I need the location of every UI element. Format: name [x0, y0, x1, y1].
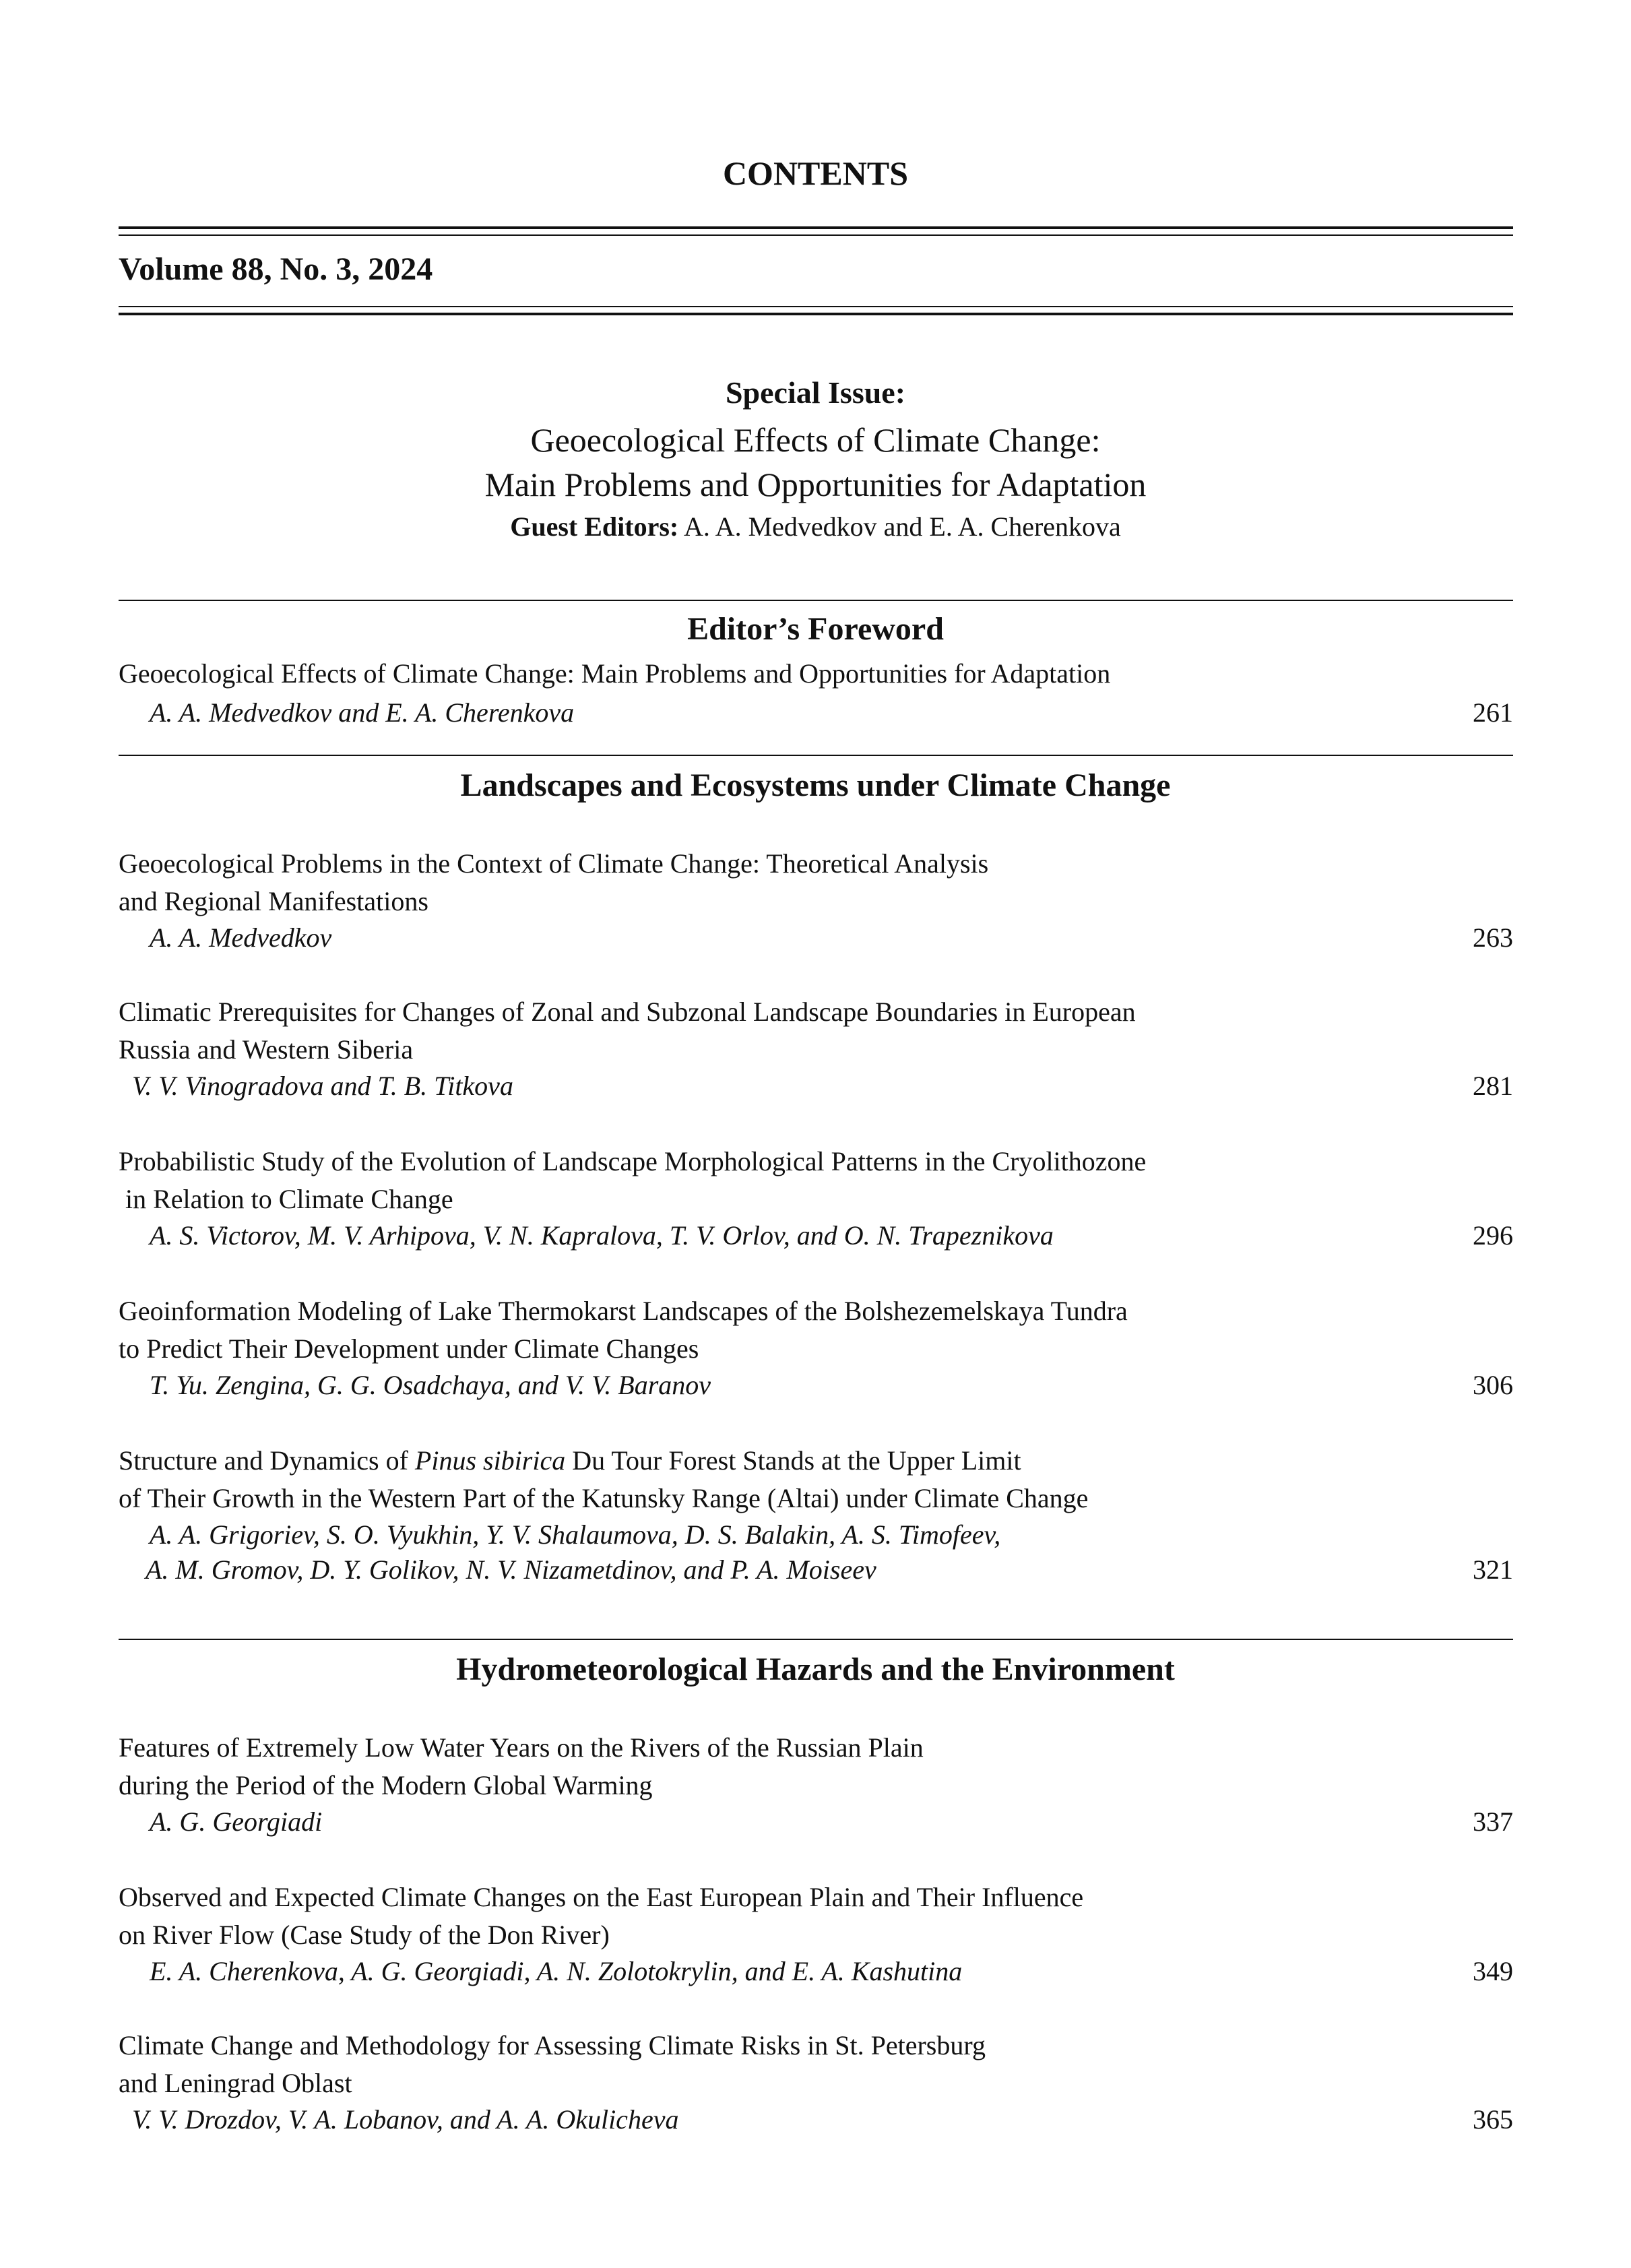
- toc-entry-title-continued[interactable]: and Leningrad Oblast: [119, 2068, 352, 2098]
- toc-entry-title[interactable]: Geoecological Problems in the Context of Climate Change: Theoretical Analysis: [119, 848, 989, 879]
- toc-entry-authors: V. V. Vinogradova and T. B. Titkova: [132, 1071, 513, 1101]
- section-title-landscapes: Landscapes and Ecosystems under Climate Change: [460, 767, 1171, 803]
- toc-entry-page[interactable]: 281: [1473, 1071, 1513, 1101]
- header-rule-bottom-2: [119, 313, 1513, 315]
- toc-entry-title-continued[interactable]: of Their Growth in the Western Part of the Katunsky Range (Altai) under Climate Change: [119, 1483, 1089, 1513]
- toc-entry-title[interactable]: Features of Extremely Low Water Years on the Rivers of the Russian Plain: [119, 1732, 924, 1763]
- toc-entry-title[interactable]: Observed and Expected Climate Changes on the East European Plain and Their Influence: [119, 1882, 1084, 1912]
- toc-entry-page[interactable]: 261: [1473, 697, 1513, 728]
- toc-entry-title-continued[interactable]: in Relation to Climate Change: [119, 1184, 453, 1214]
- toc-entry-title-part: Structure and Dynamics of: [119, 1445, 415, 1476]
- toc-entry-title-continued[interactable]: during the Period of the Modern Global Warming: [119, 1770, 653, 1800]
- toc-entry-title-continued[interactable]: to Predict Their Development under Climate Changes: [119, 1333, 699, 1364]
- toc-entry-authors: A. S. Victorov, M. V. Arhipova, V. N. Kapralova, T. V. Orlov, and O. N. Trapeznikova: [150, 1220, 1054, 1251]
- toc-entry-title[interactable]: [119, 1442, 1021, 1480]
- toc-entry-title-continued[interactable]: on River Flow (Case Study of the Don River): [119, 1920, 610, 1950]
- species-name: Pinus sibirica: [414, 1445, 566, 1476]
- toc-entry-page[interactable]: 296: [1473, 1220, 1513, 1251]
- header-rule-bottom-1: [119, 306, 1513, 307]
- toc-entry-title[interactable]: Geoecological Effects of Climate Change: Main Problems and Opportunities for Adaptation: [119, 658, 1111, 689]
- section-rule: [119, 1639, 1513, 1640]
- section-rule: [119, 755, 1513, 756]
- toc-entry-page[interactable]: 365: [1473, 2104, 1513, 2135]
- header-rule-top-1: [119, 226, 1513, 229]
- section-title-editors-foreword: Editor’s Foreword: [687, 611, 944, 647]
- page-title: CONTENTS: [722, 154, 909, 192]
- guest-editors: [0, 511, 1631, 542]
- toc-entry-title-continued[interactable]: and Regional Manifestations: [119, 886, 428, 916]
- toc-entry-authors: A. A. Medvedkov and E. A. Cherenkova: [150, 697, 575, 728]
- section-title-hydrometeorological: Hydrometeorological Hazards and the Environment: [456, 1651, 1175, 1687]
- toc-entry-title[interactable]: Climate Change and Methodology for Assessing Climate Risks in St. Petersburg: [119, 2030, 986, 2060]
- toc-entry-title[interactable]: Climatic Prerequisites for Changes of Zonal and Subzonal Landscape Boundaries in European: [119, 997, 1136, 1027]
- toc-entry-authors: V. V. Drozdov, V. A. Lobanov, and A. A. Okulicheva: [132, 2104, 679, 2135]
- toc-entry-title-continued[interactable]: Russia and Western Siberia: [119, 1034, 414, 1065]
- section-rule: [119, 600, 1513, 601]
- toc-entry-title[interactable]: Geoinformation Modeling of Lake Thermokarst Landscapes of the Bolshezemelskaya Tundra: [119, 1296, 1128, 1326]
- header-rule-top-2: [119, 234, 1513, 236]
- toc-entry-authors-continued: A. M. Gromov, D. Y. Golikov, N. V. Nizametdinov, and P. A. Moiseev: [146, 1554, 876, 1585]
- toc-entry-authors: A. G. Georgiadi: [150, 1806, 323, 1837]
- guest-editors-names: A. A. Medvedkov and E. A. Cherenkova: [684, 511, 1121, 542]
- toc-entry-page[interactable]: 337: [1473, 1806, 1513, 1837]
- special-issue-title-line-1: Geoecological Effects of Climate Change:: [530, 421, 1101, 459]
- toc-entry-page[interactable]: 263: [1473, 922, 1513, 953]
- toc-entry-title[interactable]: Probabilistic Study of the Evolution of Landscape Morphological Patterns in the Cryolithozone: [119, 1146, 1147, 1176]
- toc-entry-page[interactable]: 321: [1473, 1554, 1513, 1585]
- toc-entry-authors: E. A. Cherenkova, A. G. Georgiadi, A. N. Zolotokrylin, and E. A. Kashutina: [150, 1956, 963, 1986]
- volume-label: Volume 88, No. 3, 2024: [119, 251, 433, 287]
- toc-entry-authors: A. A. Medvedkov: [150, 922, 332, 953]
- toc-entry-page[interactable]: 306: [1473, 1370, 1513, 1400]
- toc-entry-authors: A. A. Grigoriev, S. O. Vyukhin, Y. V. Shalaumova, D. S. Balakin, A. S. Timofeev,: [150, 1519, 1001, 1550]
- special-issue-label: Special Issue:: [725, 375, 906, 410]
- special-issue-title-line-2: Main Problems and Opportunities for Adaptation: [484, 466, 1147, 503]
- toc-entry-title-part: Du Tour Forest Stands at the Upper Limit: [565, 1445, 1021, 1476]
- toc-entry-page[interactable]: 349: [1473, 1956, 1513, 1986]
- toc-entry-authors: T. Yu. Zengina, G. G. Osadchaya, and V. V. Baranov: [150, 1370, 711, 1400]
- guest-editors-label: Guest Editors:: [510, 511, 679, 542]
